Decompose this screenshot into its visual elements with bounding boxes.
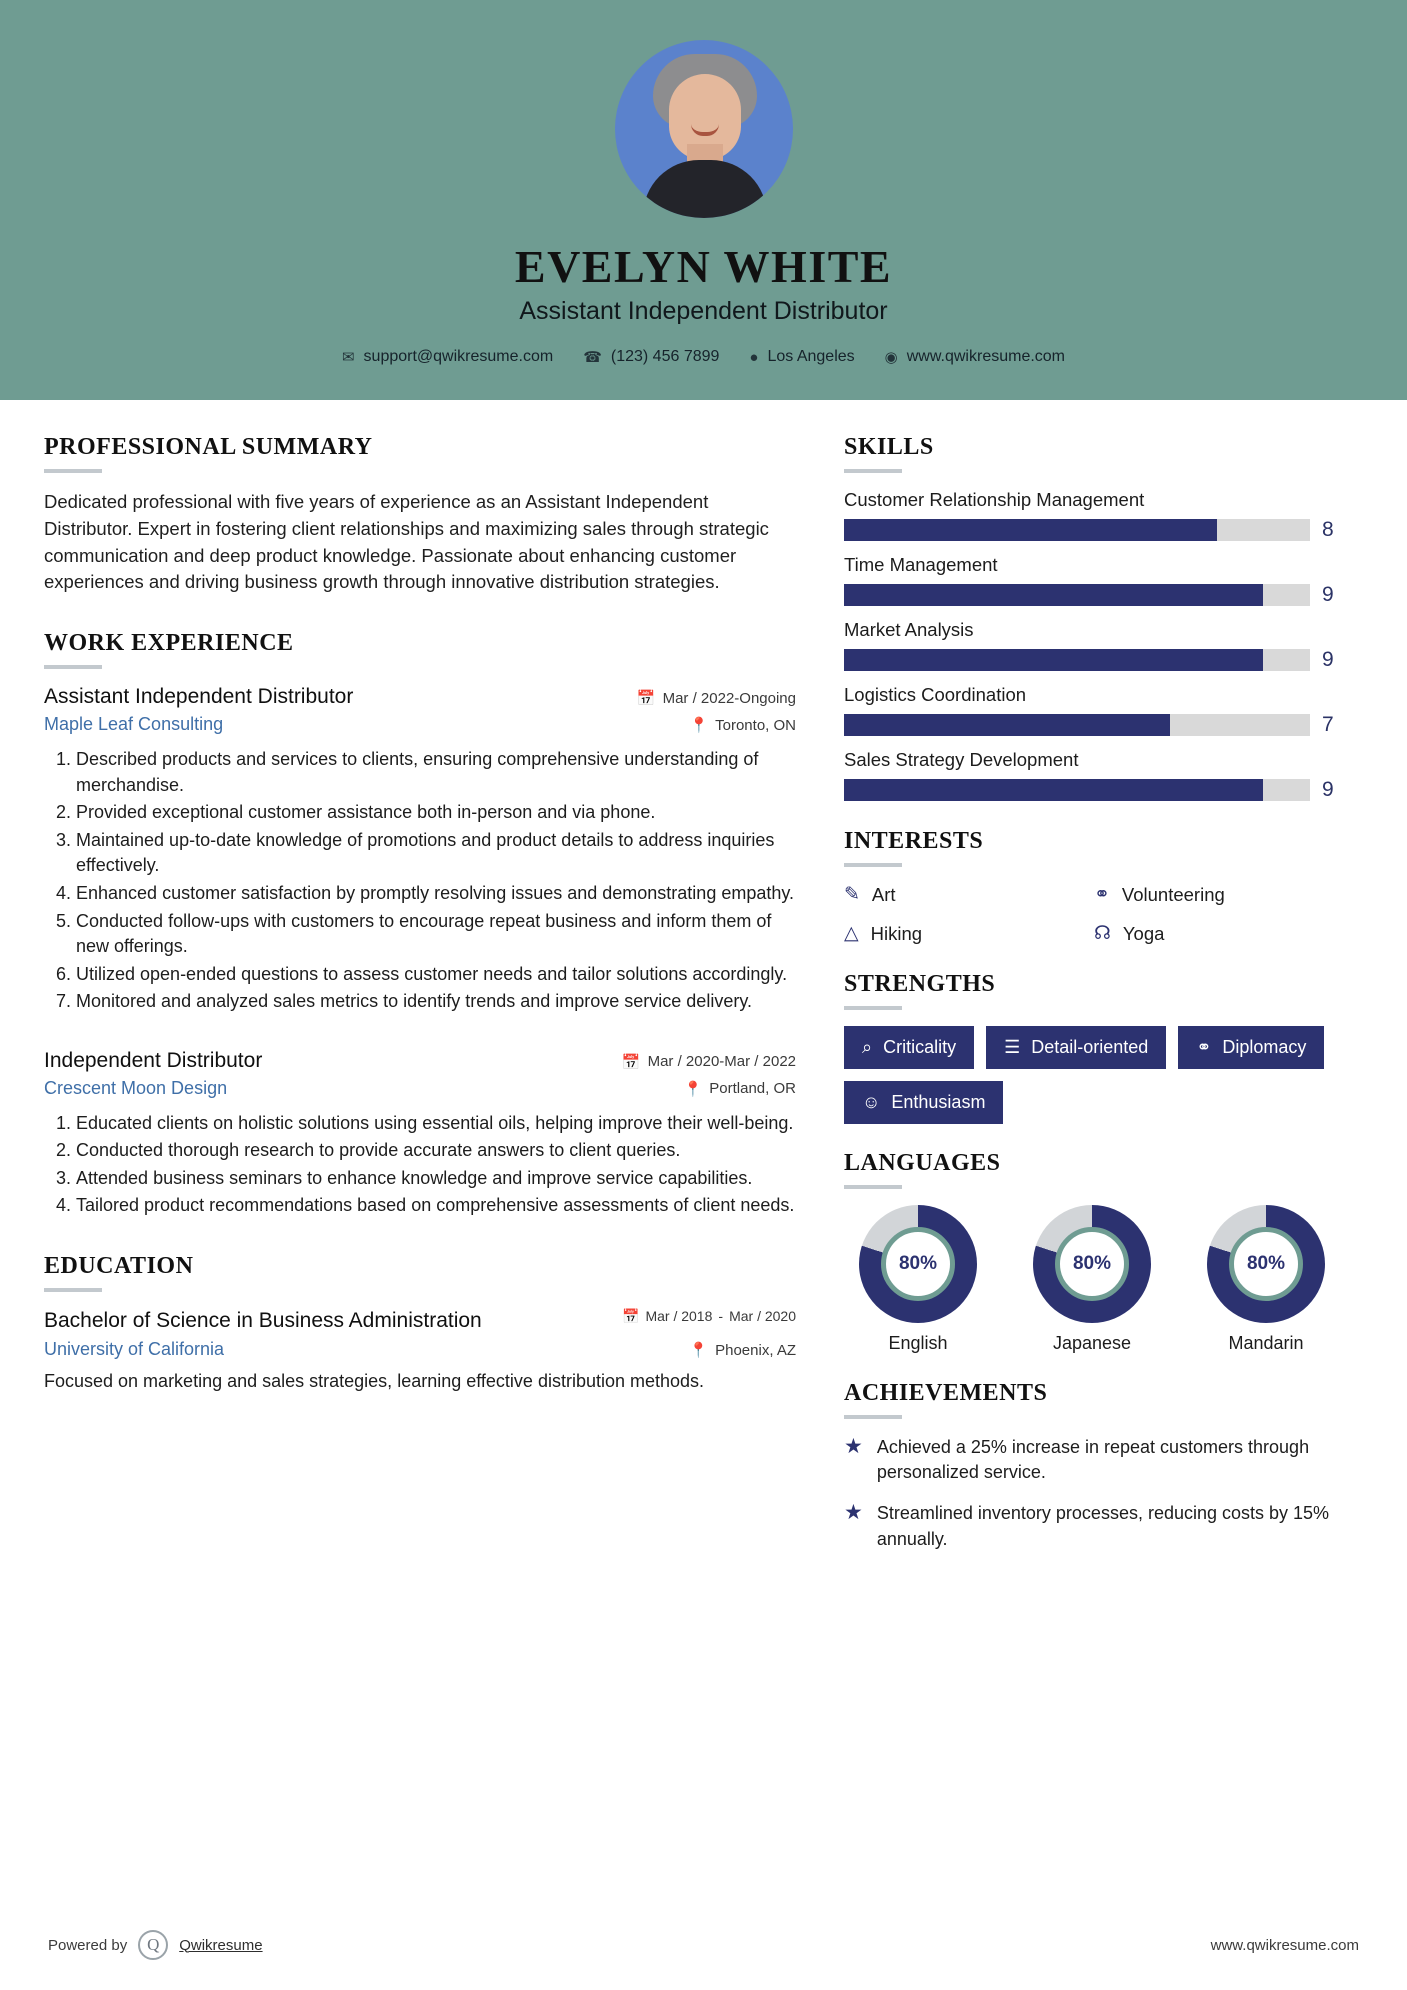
language-item [844,1205,992,1354]
right-column [844,434,1344,1904]
handshake-icon: ⚭ [1094,884,1110,905]
work-company[interactable]: Crescent Moon Design [44,1077,228,1098]
strength-chip [986,1026,1166,1069]
summary-text: Dedicated professional with five years of experience as an Assistant Independent Distributor. Expert in fostering client relationships and maximizing sales through strategic communication and deep product knowledge. Passionate about enhancing customer experiences and driving business growth through innovative distribution strategies. [44,491,769,593]
language-value: 80% [1055,1227,1129,1301]
list-item: 4. Enhanced customer satisfaction by promptly resolving issues and demonstrating empathy. [76,881,796,907]
section-languages [844,1150,1344,1354]
section-work-experience [44,630,796,1219]
contact-website[interactable] [873,348,1077,366]
strength-chip [844,1026,974,1069]
interest-item [844,922,1094,945]
work-location-text: Toronto, ON [715,716,796,734]
education-description: Focused on marketing and sales strategies, learning effective distribution methods. [44,1371,705,1392]
work-location [689,716,796,734]
list-item: 7. Monitored and analyzed sales metrics to identify trends and improve service delivery. [76,989,796,1015]
section-divider [844,1006,902,1010]
interest-label: Art [871,883,896,905]
list-item: 3. Maintained up-to-date knowledge of promotions and product details to address inquiries effectively. [76,828,796,879]
qwikresume-brand[interactable]: Qwikresume [179,1936,263,1954]
work-location-text: Portland, OR [709,1080,796,1098]
pin-icon: 📍 [689,1342,709,1360]
achievement-text: Achieved a 25% increase in repeat customers through personalized service. [876,1437,1310,1483]
achievement-item [844,1435,1344,1485]
date-separator: - [718,1308,724,1325]
skill-bar [844,779,1310,801]
education-date-start: Mar / 2018 [645,1308,713,1325]
globe-icon: ◉ [884,348,898,366]
language-donut [859,1205,977,1323]
calendar-icon: 📅 [622,1307,640,1324]
resume-footer [0,1904,1407,1990]
section-achievements [844,1380,1344,1552]
language-value: 80% [881,1227,955,1301]
strength-chip [844,1081,1003,1124]
list-item: 2. Conducted thorough research to provide accurate answers to client queries. [76,1138,796,1164]
skill-bar [844,649,1310,671]
section-divider [844,1185,902,1189]
education-school[interactable]: University of California [44,1339,225,1360]
search-icon: ⌕ [862,1037,873,1057]
education-degree: Bachelor of Science in Business Administration [44,1308,482,1332]
work-location [684,1080,796,1098]
skill-value: 9 [1322,583,1334,606]
email-icon: ✉ [341,348,355,366]
strengths-heading: STRENGTHS [844,971,996,997]
pin-icon: 📍 [689,717,709,735]
interest-item [844,883,1094,906]
interest-item [1094,883,1344,906]
language-item [1018,1205,1166,1354]
powered-by [48,1930,263,1960]
work-item [44,685,796,1014]
skill-label: Time Management [844,554,998,575]
section-strengths [844,971,1344,1124]
calendar-icon: 📅 [636,690,656,708]
skill-value: 9 [1322,648,1334,671]
strength-label: Diplomacy [1222,1037,1307,1057]
section-divider [844,469,902,473]
skill-bar [844,714,1310,736]
page-title: EVELYN WHITE [514,241,893,292]
skill-value: 7 [1322,713,1334,736]
contact-location-text: Los Angeles [767,348,855,365]
skill-item [844,489,1344,542]
avatar [615,40,793,218]
work-item [44,1049,796,1219]
section-interests [844,828,1344,945]
language-item [1192,1205,1340,1354]
language-donut [1207,1205,1325,1323]
work-company[interactable]: Maple Leaf Consulting [44,714,224,735]
language-label: Mandarin [1228,1333,1304,1353]
interests-heading: INTERESTS [844,828,984,854]
list-item: 6. Utilized open-ended questions to assess customer needs and tailor solutions accordingly. [76,962,796,988]
work-date-text: Mar / 2022-Ongoing [662,689,796,707]
list-item: 5. Conducted follow-ups with customers to encourage repeat business and inform them of new offerings. [76,909,796,960]
contact-email-text: support@qwikresume.com [363,348,554,365]
footer-website[interactable]: www.qwikresume.com [1210,1936,1359,1954]
work-bullets [44,747,796,1014]
education-heading: EDUCATION [44,1252,194,1279]
smiley-icon: ☺ [862,1092,881,1112]
header-job-title: Assistant Independent Distributor [519,297,888,325]
skill-value: 9 [1322,778,1334,801]
achievement-text: Streamlined inventory processes, reducing costs by 15% annually. [876,1503,1330,1549]
resume-header [0,0,1407,400]
resume-body [0,400,1407,1904]
section-divider [44,1288,102,1292]
star-icon: ★ [844,1501,863,1525]
star-icon: ★ [844,1435,863,1458]
work-role: Independent Distributor [44,1048,263,1072]
skill-item [844,749,1344,802]
qwikresume-logo-icon: Q [138,1930,168,1960]
list-icon: ☰ [1004,1037,1021,1057]
work-date-text: Mar / 2020-Mar / 2022 [647,1053,796,1071]
skill-label: Customer Relationship Management [844,489,1145,510]
interest-label: Volunteering [1121,883,1225,905]
list-item: 3. Attended business seminars to enhance knowledge and improve service capabilities. [76,1166,796,1192]
contact-phone[interactable] [571,348,731,366]
strength-label: Detail-oriented [1031,1037,1149,1057]
section-skills [844,434,1344,802]
contact-row [0,348,1407,366]
paintbrush-icon: ✎ [844,884,860,905]
languages-heading: LANGUAGES [844,1150,1001,1176]
location-icon: ● [749,348,759,366]
strength-chip [1178,1026,1324,1069]
phone-icon: ☎ [583,348,602,366]
contact-website-text: www.qwikresume.com [906,348,1066,365]
language-label: English [888,1333,948,1353]
skill-item [844,684,1344,737]
skill-label: Sales Strategy Development [844,749,1079,770]
skill-item [844,619,1344,672]
education-date-end: Mar / 2020 [729,1308,796,1325]
interest-label: Hiking [870,922,923,944]
left-column [44,434,796,1904]
section-divider [844,1415,902,1419]
education-location [689,1341,796,1359]
contact-phone-text: (123) 456 7899 [610,348,720,365]
work-heading: WORK EXPERIENCE [44,630,294,657]
list-item: 4. Tailored product recommendations based on comprehensive assessments of client needs. [76,1193,796,1219]
contact-email[interactable] [330,348,565,366]
skill-bar [844,584,1310,606]
contact-location[interactable] [737,348,866,366]
education-dates [622,1308,796,1325]
pin-icon: 📍 [683,1080,703,1098]
language-donut [1033,1205,1151,1323]
section-education [44,1253,796,1394]
skill-label: Market Analysis [844,619,974,640]
list-item: 1. Educated clients on holistic solutions using essential oils, helping improve their well-being. [76,1111,796,1137]
list-item: 2. Provided exceptional customer assistance both in-person and via phone. [76,800,796,826]
section-professional-summary [44,434,796,596]
skills-heading: SKILLS [844,434,934,460]
handshake-icon: ⚭ [1196,1037,1212,1057]
yoga-icon: ☊ [1094,923,1111,944]
interest-item [1094,922,1344,945]
calendar-icon: 📅 [621,1053,641,1071]
section-divider [44,665,102,669]
strength-label: Enthusiasm [891,1092,986,1112]
skill-bar [844,519,1310,541]
section-divider [44,469,102,473]
work-date [622,1053,796,1071]
skill-item [844,554,1344,607]
work-date [637,689,796,707]
language-value: 80% [1229,1227,1303,1301]
skill-label: Logistics Coordination [844,684,1027,705]
summary-heading: PROFESSIONAL SUMMARY [44,434,373,460]
work-bullets [44,1111,796,1219]
education-location-text: Phoenix, AZ [715,1341,796,1359]
language-label: Japanese [1052,1333,1132,1353]
achievements-heading: ACHIEVEMENTS [844,1380,1048,1406]
tree-icon: △ [844,923,859,944]
interest-label: Yoga [1122,922,1165,944]
powered-by-label: Powered by [48,1936,128,1954]
section-divider [844,863,902,867]
skill-value: 8 [1322,518,1334,541]
list-item: 1. Described products and services to clients, ensuring comprehensive understanding of merchandise. [76,747,796,798]
strength-label: Criticality [883,1037,957,1057]
work-role: Assistant Independent Distributor [44,685,354,709]
achievement-item [844,1501,1344,1551]
